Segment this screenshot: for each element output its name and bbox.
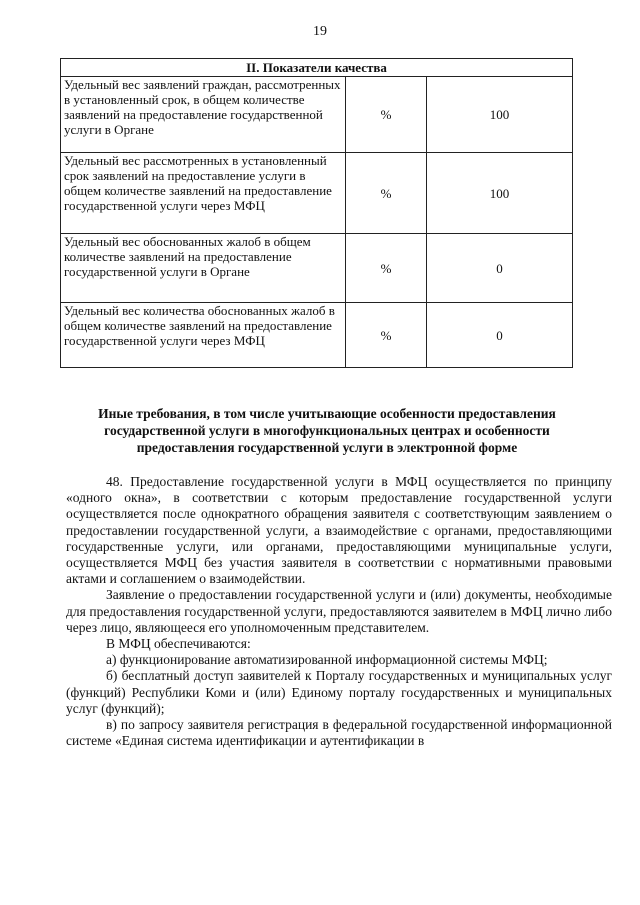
indicator-unit: % (346, 77, 427, 153)
section-heading: Иные требования, в том числе учитывающие особенности предоставления государственной услуги в многофункциональных центрах и особенности предоставления государственной услуги в электронной форме (98, 406, 556, 455)
indicator-name: Удельный вес обоснованных жалоб в общем количестве заявлений на предоставление государственной услуги в Органе (61, 234, 346, 303)
indicator-value: 0 (427, 303, 573, 368)
list-item: б) бесплатный доступ заявителей к Порталу государственных и муниципальных услуг (функций) Республики Коми и (или) Единому порталу государственных и муниципальных услуг (функций); (66, 668, 612, 716)
indicator-value: 0 (427, 234, 573, 303)
table-section-header: II. Показатели качества (61, 59, 573, 77)
indicator-value: 100 (427, 153, 573, 234)
indicator-unit: % (346, 303, 427, 368)
indicator-unit: % (346, 234, 427, 303)
quality-indicators-table (60, 58, 573, 368)
paragraph: Заявление о предоставлении государственной услуги и (или) документы, необходимые для предоставления государственной услуги, предоставляются заявителем в МФЦ лично либо через лицо, являющееся его уполномоченным представителем. (66, 587, 612, 635)
indicator-name: Удельный вес рассмотренных в установленный срок заявлений на предоставление услуги в общем количестве заявлений на предоставление государственной услуги через МФЦ (61, 153, 346, 234)
list-item: а) функционирование автоматизированной информационной системы МФЦ; (106, 652, 548, 668)
body-text (66, 474, 612, 749)
table-row (61, 77, 573, 153)
table-row (61, 303, 573, 368)
paragraph: В МФЦ обеспечиваются: (106, 636, 251, 652)
page-number: 19 (313, 24, 327, 39)
table-section-header-row (61, 59, 573, 77)
table-row (61, 234, 573, 303)
indicator-value: 100 (427, 77, 573, 153)
paragraph: 48. Предоставление государственной услуги в МФЦ осуществляется по принципу «одного окна», в соответствии с которым предоставление государственной услуги осуществляется после однократного обращения заявителя с соответствующим заявлением о предоставлении государственной услуги, а взаимодействие с органами, предоставляющими государственные услуги, или органами, предоставляющими муниципальные услуги, осуществляется МФЦ без участия заявителя в соответствии с нормативными правовыми актами и соглашением о взаимодействии. (66, 474, 612, 587)
list-item: в) по запросу заявителя регистрация в федеральной государственной информационной системе «Единая система идентификации и аутентификации в (66, 717, 612, 749)
indicator-name: Удельный вес количества обоснованных жалоб в общем количестве заявлений на предоставление государственной услуги через МФЦ (61, 303, 346, 368)
indicator-name: Удельный вес заявлений граждан, рассмотренных в установленный срок, в общем количестве заявлений на предоставление государственной услуги в Органе (61, 77, 346, 153)
indicator-unit: % (346, 153, 427, 234)
table-row (61, 153, 573, 234)
